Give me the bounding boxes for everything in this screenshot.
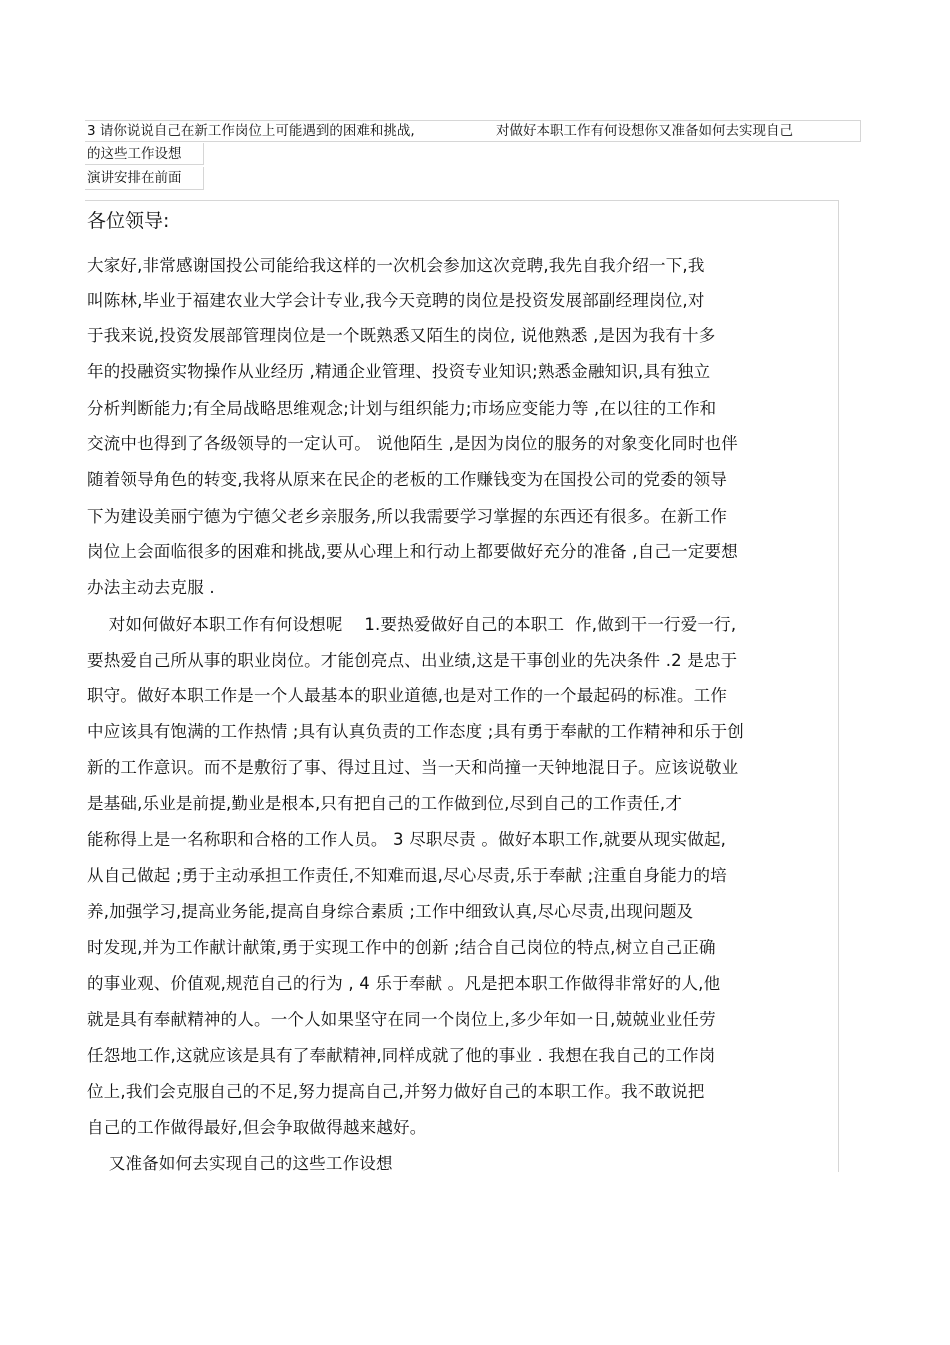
header-question-right: 对做好本职工作有何设想你又准备如何去实现自己	[496, 123, 793, 139]
table-rule	[203, 143, 204, 165]
body-line: 于我来说,投资发展部管理岗位是一个既熟悉又陌生的岗位, 说他熟悉 ,是因为我有十多	[87, 326, 716, 345]
body-line: 又准备如何去实现自己的这些工作设想	[87, 1154, 393, 1173]
table-rule	[838, 200, 839, 1172]
header-question-cont: 的这些工作设想	[87, 146, 182, 162]
body-line: 大家好,非常感谢国投公司能给我这样的一次机会参加这次竞聘,我先自我介绍一下,我	[87, 256, 705, 275]
body-line: 的事业观、价值观,规范自己的行为 , 4 乐于奉献 。凡是把本职工作做得非常好的人,他	[87, 974, 721, 993]
body-line: 能称得上是一名称职和合格的工作人员。 3 尽职尽责 。做好本职工作,就要从现实做起,	[87, 830, 727, 849]
body-line: 随着领导角色的转变,我将从原来在民企的老板的工作赚钱变为在国投公司的党委的领导	[87, 470, 728, 489]
body-line: 任怨地工作,这就应该是具有了奉献精神,同样成就了他的事业 . 我想在我自己的工作岗	[87, 1046, 716, 1065]
table-rule	[85, 189, 204, 190]
table-rule	[203, 167, 204, 189]
body-line: 分析判断能力;有全局战略思维观念;计划与组织能力;市场应变能力等 ,在以往的工作和	[87, 399, 717, 418]
header-question-left: 3 请你说说自己在新工作岗位上可能遇到的困难和挑战,	[87, 123, 415, 139]
body-line: 交流中也得到了各级领导的一定认可。 说他陌生 ,是因为岗位的服务的对象变化同时也伴	[87, 434, 738, 453]
body-line: 对如何做好本职工作有何设想呢 1.要热爱做好自己的本职工 作,做到干一行爱一行,	[87, 615, 737, 634]
body-line: 是基础,乐业是前提,勤业是根本,只有把自己的工作做到位,尽到自己的工作责任,才	[87, 794, 683, 813]
body-line: 要热爱自己所从事的职业岗位。才能创亮点、出业绩,这是干事创业的先决条件 .2 是忠于	[87, 651, 738, 670]
table-rule	[85, 141, 861, 142]
body-line: 职守。做好本职工作是一个人最基本的职业道德,也是对工作的一个最起码的标准。工作	[87, 686, 728, 705]
greeting: 各位领导:	[87, 210, 170, 232]
body-line: 养,加强学习,提高业务能,提高自身综合素质 ;工作中细致认真,尽心尽责,出现问题及	[87, 902, 694, 921]
body-line: 下为建设美丽宁德为宁德父老乡亲服务,所以我需要学习掌握的东西还有很多。在新工作	[87, 507, 728, 526]
table-rule	[860, 120, 861, 142]
body-line: 岗位上会面临很多的困难和挑战,要从心理上和行动上都要做好充分的准备 ,自己一定要想	[87, 542, 738, 561]
body-line: 年的投融资实物操作从业经历 ,精通企业管理、投资专业知识;熟悉金融知识,具有独立	[87, 362, 711, 381]
body-line: 中应该具有饱满的工作热情 ;具有认真负责的工作态度 ;具有勇于奉献的工作精神和乐于创	[87, 722, 745, 741]
body-line: 位上,我们会克服自己的不足,努力提高自己,并努力做好自己的本职工作。我不敢说把	[87, 1082, 705, 1101]
body-line: 办法主动去克服 .	[87, 578, 215, 597]
body-line: 新的工作意识。而不是敷衍了事、得过且过、当一天和尚撞一天钟地混日子。应该说敬业	[87, 758, 739, 777]
body-line: 自己的工作做得最好,但会争取做得越来越好。	[87, 1118, 427, 1137]
table-rule	[85, 164, 204, 165]
body-line: 叫陈林,毕业于福建农业大学会计专业,我今天竞聘的岗位是投资发展部副经理岗位,对	[87, 291, 705, 310]
table-rule	[85, 200, 839, 201]
body-line: 从自己做起 ;勇于主动承担工作责任,不知难而退,尽心尽责,乐于奉献 ;注重自身能力的培	[87, 866, 727, 885]
body-line: 就是具有奉献精神的人。一个人如果坚守在同一个岗位上,多少年如一日,兢兢业业任劳	[87, 1010, 716, 1029]
header-note: 演讲安排在前面	[87, 170, 182, 186]
body-line: 时发现,并为工作献计献策,勇于实现工作中的创新 ;结合自己岗位的特点,树立自己正确	[87, 938, 716, 957]
